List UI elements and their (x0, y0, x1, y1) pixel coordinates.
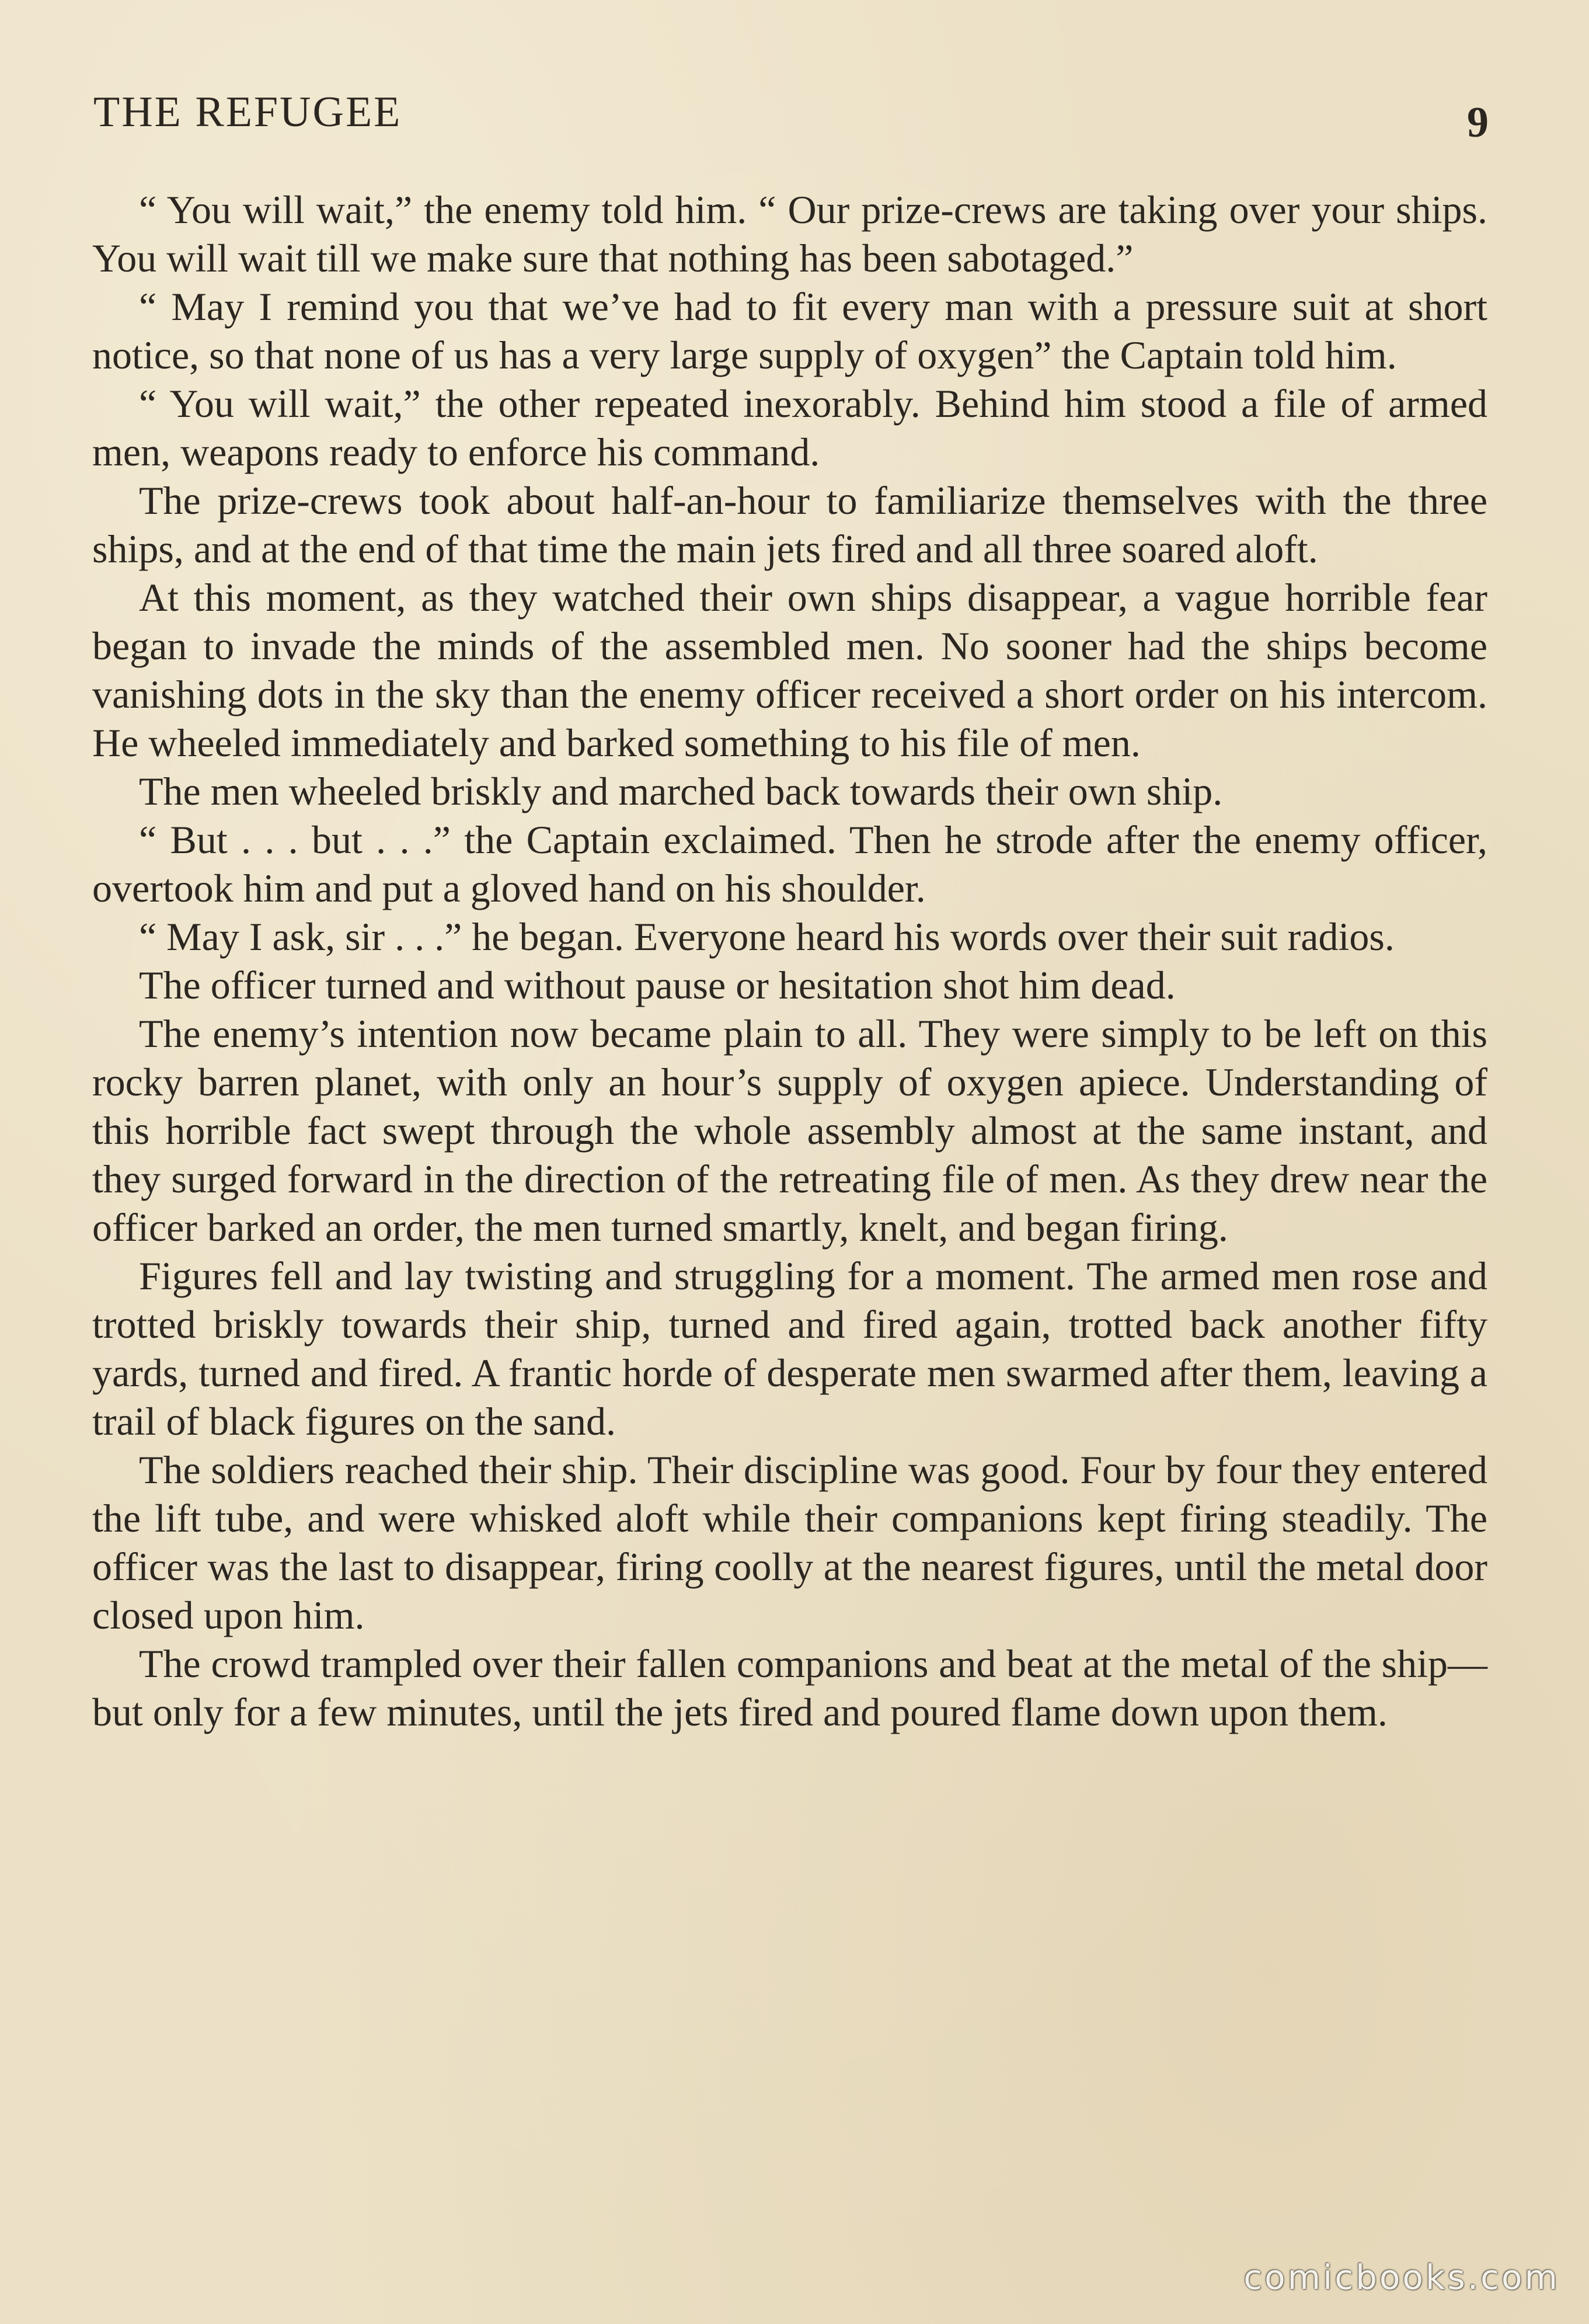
paragraph: At this moment, as they watched their own ships disappear, a vague horrible fear began to invade the minds of the assembled men. No sooner had the ships become vanishing dots in the sky than the enemy officer received a short order on his intercom. He wheeled immediately and barked something to his file of men. (92, 575, 1487, 765)
story-text (92, 186, 1487, 1737)
paragraph: “ But . . . but . . .” the Captain exclaimed. Then he strode after the enemy officer, overtook him and put a gloved hand on his shoulder. (92, 817, 1487, 910)
paragraph: “ You will wait,” the enemy told him. “ Our prize-crews are taking over your ships. You will wait till we make sure that nothing has been sabotaged.” (92, 187, 1487, 280)
page-number: 9 (1467, 99, 1489, 147)
paragraph: The prize-crews took about half-an-hour to familiarize themselves with the three ships, and at the end of that time the main jets fired and all three soared aloft. (92, 478, 1487, 571)
paragraph: The crowd trampled over their fallen companions and beat at the metal of the ship—but only for a few minutes, until the jets fired and poured flame down upon them. (92, 1641, 1487, 1734)
paragraph: The men wheeled briskly and marched back towards their own ship. (139, 769, 1223, 813)
paragraph: “ You will wait,” the other repeated inexorably. Behind him stood a file of armed men, weapons ready to enforce his command. (92, 381, 1487, 474)
paragraph: “ May I remind you that we’ve had to fit every man with a pressure suit at short notice, so that none of us has a very large supply of oxygen” the Captain told him. (92, 284, 1487, 377)
paragraph: The officer turned and without pause or hesitation shot him dead. (139, 963, 1176, 1007)
paragraph: The soldiers reached their ship. Their discipline was good. Four by four they entered the lift tube, and were whisked aloft while their companions kept firing steadily. The officer was the last to disappear, firing coolly at the nearest figures, until the metal door closed upon him. (92, 1448, 1487, 1637)
paragraph: Figures fell and lay twisting and struggling for a moment. The armed men rose and trotted briskly towards their ship, turned and fired again, trotted back another fifty yards, turned and fired. A frantic horde of desperate men swarmed after them, leaving a trail of black figures on the sand. (92, 1254, 1487, 1443)
paragraph: “ May I ask, sir . . .” he began. Everyone heard his words over their suit radios. (139, 914, 1395, 959)
paragraph: The enemy’s intention now became plain to all. They were simply to be left on this rocky barren planet, with only an hour’s supply of oxygen apiece. Understanding of this horrible fact swept through the whole assembly almost at the same instant, and they surged forward in the direction of the retreating file of men. As they drew near the officer barked an order, the men turned smartly, knelt, and began firing. (92, 1011, 1487, 1250)
site-watermark: comicbooks.com (1243, 2257, 1560, 2297)
running-title: THE REFUGEE (93, 88, 402, 136)
